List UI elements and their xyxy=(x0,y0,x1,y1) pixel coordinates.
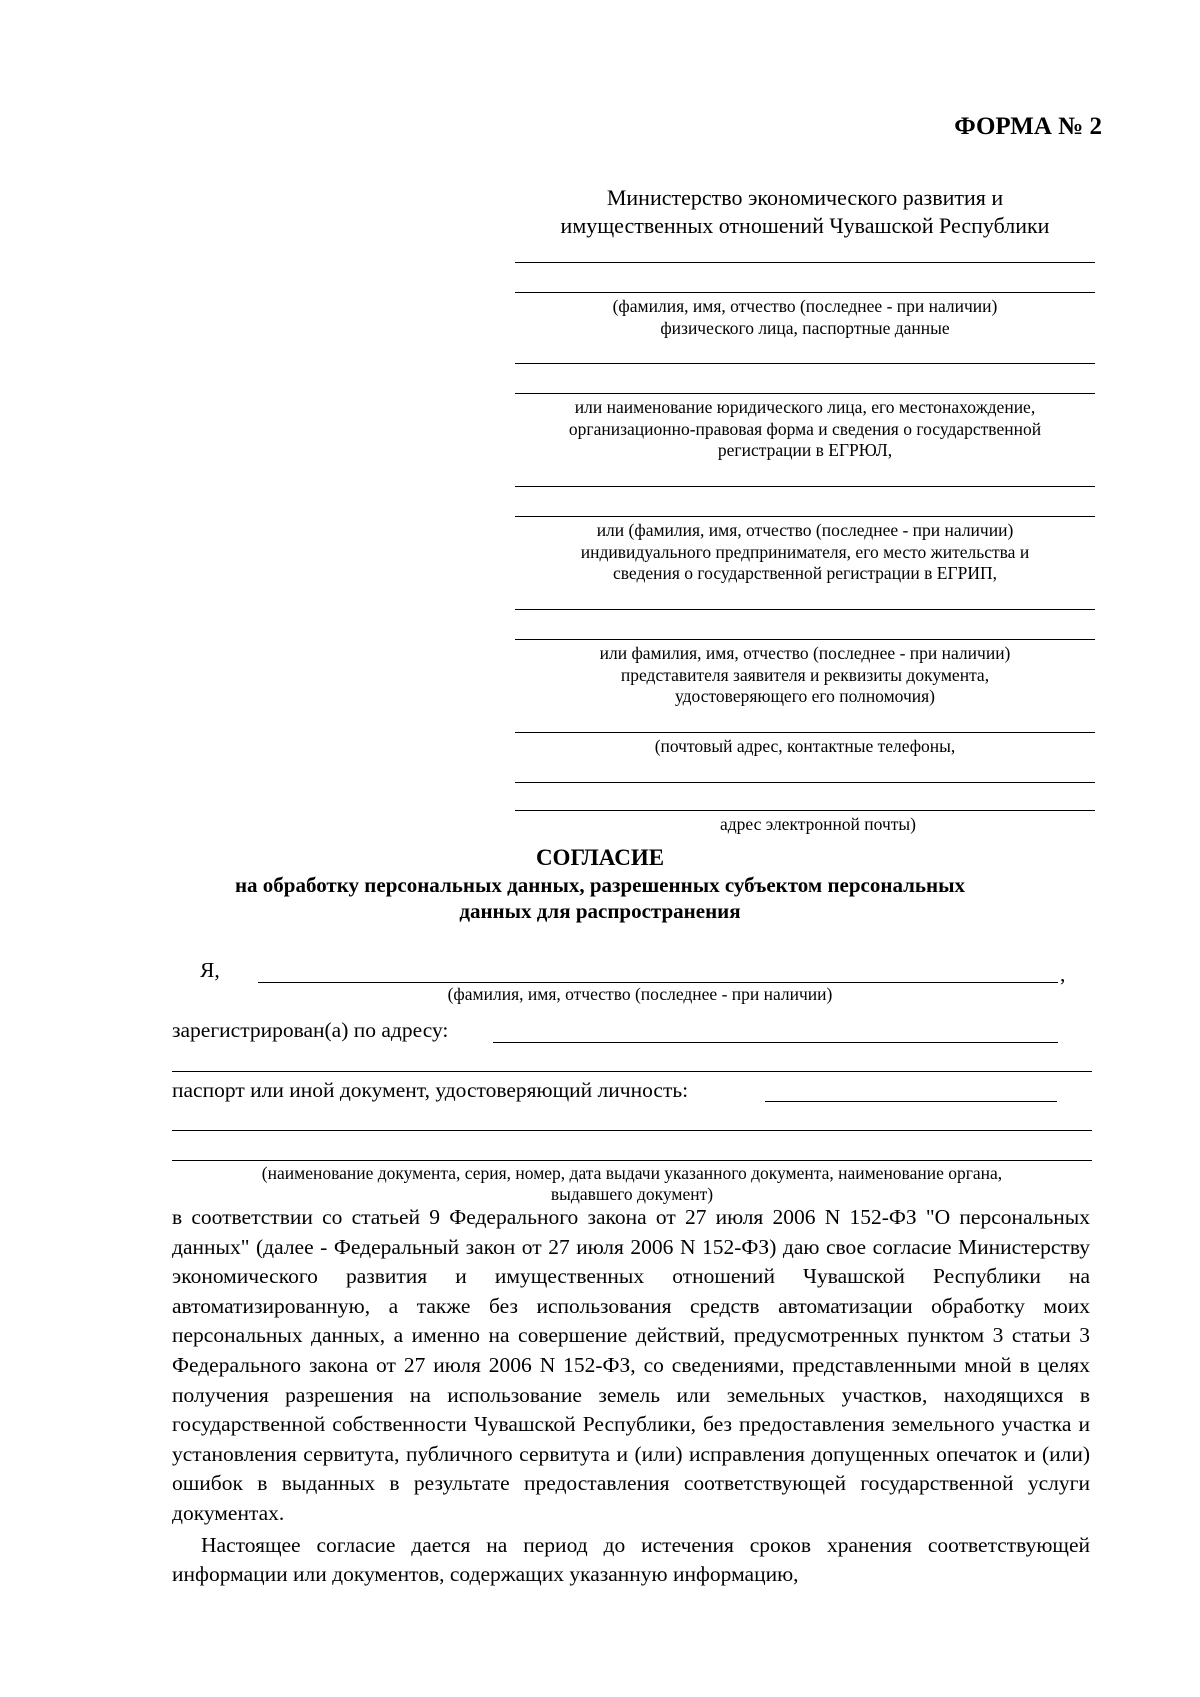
caption-representative xyxy=(515,643,1095,708)
address-label: зарегистрирован(а) по адресу: xyxy=(172,1018,449,1042)
form-number: ФОРМА № 2 xyxy=(954,113,1102,140)
consent-paragraph-1: в соответствии со статьей 9 Федерального закона от 27 июля 2006 N 152-ФЗ "О персональных данных" (далее - Федеральный закон от 27 июля 2006 N 152-ФЗ) даю свое согласие Министерству экономического развития и имущественных отношений Чувашской Республики на автоматизированную, а также без использования средств автоматизации обработку моих персональных данных, а именно на совершение действий, предусмотренных пунктом 3 статьи 3 Федерального закона от 27 июля 2006 N 152-ФЗ, со сведениями, представленными мной в целях получения разрешения на использование земель или земельных участков, находящихся в государственной собственности Чувашской Республики, без предоставления земельного участка и установления сервитута, публичного сервитута и (или) исправления допущенных опечаток и (или) ошибок в выданных в результате предоставления соответствующей государственной услуги документах. xyxy=(172,1205,1090,1525)
caption-line: представителя заявителя и реквизиты документа, xyxy=(620,664,990,685)
address-field-line[interactable] xyxy=(493,1042,1058,1043)
consent-body xyxy=(172,1203,1090,1590)
i-label: Я, xyxy=(200,958,220,982)
caption-legal-entity xyxy=(515,397,1095,462)
caption-line: индивидуального предпринимателя, его место жительства и xyxy=(580,541,1030,562)
postal-address-line[interactable] xyxy=(515,732,1095,733)
contacts-line-1[interactable] xyxy=(515,782,1095,783)
caption-line: или фамилия, имя, отчество (последнее - при наличии) xyxy=(599,643,1011,663)
caption-document xyxy=(172,1163,1092,1204)
caption-line: (фамилия, имя, отчество (последнее - при наличии) xyxy=(612,296,998,316)
name-comma: , xyxy=(1060,962,1066,986)
full-name-line[interactable] xyxy=(258,982,1058,983)
applicant-line-7[interactable] xyxy=(515,609,1095,610)
document-line-2[interactable] xyxy=(172,1160,1092,1161)
caption-person xyxy=(515,296,1095,339)
address-extra-line[interactable] xyxy=(172,1071,1092,1072)
applicant-line-6[interactable] xyxy=(515,516,1095,517)
caption-entrepreneur xyxy=(515,520,1095,585)
document-line-1[interactable] xyxy=(172,1130,1092,1131)
applicant-line-4[interactable] xyxy=(515,393,1095,394)
caption-line: удостоверяющего его полномочия) xyxy=(674,686,936,706)
caption-full-name: (фамилия, имя, отчество (последнее - при наличии) xyxy=(447,984,833,1004)
caption-line: или наименование юридического лица, его местонахождение, xyxy=(574,397,1036,417)
caption-line: или (фамилия, имя, отчество (последнее - при наличии) xyxy=(596,520,1014,540)
ministry-line-2: имущественных отношений Чувашской Республики xyxy=(560,213,1050,238)
contacts-line-2[interactable] xyxy=(515,810,1095,811)
ministry-line-1: Министерство экономического развития и xyxy=(606,185,1004,210)
subtitle-line-2: данных для распространения xyxy=(459,899,741,923)
subtitle-line-1: на обработку персональных данных, разрешенных субъектом персональных xyxy=(234,873,966,897)
caption-line: выдавшего документ) xyxy=(550,1183,714,1204)
caption-line: физического лица, паспортные данные xyxy=(660,317,950,338)
passport-label: паспорт или иной документ, удостоверяющий личность: xyxy=(172,1078,689,1102)
document-title: СОГЛАСИЕ xyxy=(535,845,665,870)
caption-email: адрес электронной почты) xyxy=(719,814,916,834)
applicant-line-2[interactable] xyxy=(515,292,1095,293)
caption-line: организационно-правовая форма и сведения о государственной xyxy=(568,418,1042,439)
passport-field-line[interactable] xyxy=(765,1101,1057,1102)
consent-paragraph-2: Настоящее согласие дается на период до истечения сроков хранения соответствующей информации или документов, содержащих указанную информацию, xyxy=(172,1532,1090,1587)
applicant-line-8[interactable] xyxy=(515,639,1095,640)
caption-postal: (почтовый адрес, контактные телефоны, xyxy=(654,736,956,756)
caption-line: регистрации в ЕГРЮЛ, xyxy=(717,440,893,460)
applicant-line-5[interactable] xyxy=(515,486,1095,487)
caption-line: сведения о государственной регистрации в ЕГРИП, xyxy=(612,563,998,583)
applicant-line-1[interactable] xyxy=(515,262,1095,263)
document-subtitle xyxy=(0,872,1200,924)
applicant-line-3[interactable] xyxy=(515,363,1095,364)
caption-line: (наименование документа, серия, номер, дата выдачи указанного документа, наименование органа, xyxy=(261,1163,1003,1183)
recipient-ministry xyxy=(515,184,1095,240)
